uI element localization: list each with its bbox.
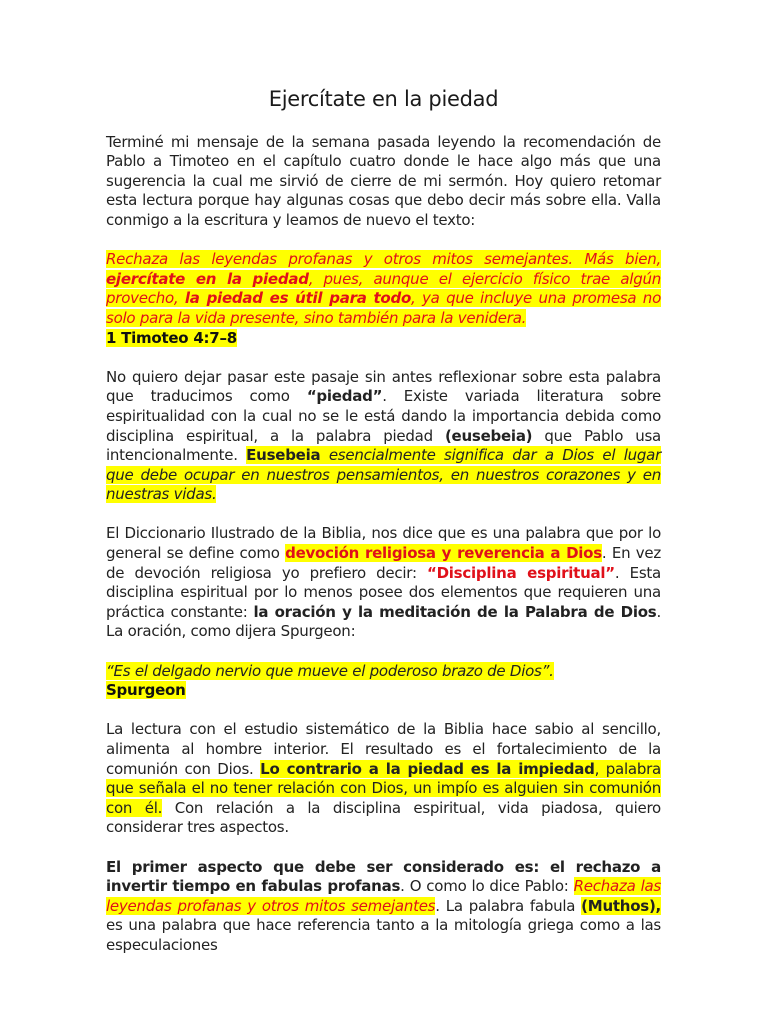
body-text: . O como lo dice Pablo: <box>400 877 574 896</box>
reference-text: 1 Timoteo 4:7–8 <box>106 328 237 347</box>
bold-term: “piedad” <box>306 387 383 406</box>
paragraph-gap <box>106 838 661 858</box>
scripture-reference <box>106 329 661 349</box>
body-text: Con relación a la disciplina espiritual, vida piadosa, quiero considerar tres aspectos. <box>106 798 661 837</box>
highlighted-text: , palabra que señala el no tener relación con Dios, un impío es alguien sin comunión con él. <box>106 759 661 817</box>
body-text: . En vez de devoción religiosa yo prefiero decir: <box>106 544 661 582</box>
body-text: . Esta disciplina espiritual por lo menos posee dos elementos que requieren una práctica constante: <box>106 563 661 621</box>
paragraph-gap <box>106 348 661 368</box>
bold-term: (eusebeia) <box>444 426 533 445</box>
quote-text: “Es el delgado nervio que mueve el poderoso brazo de Dios”. <box>106 661 554 680</box>
quote-text: , pues, aunque el ejercicio físico trae algún provecho, <box>106 269 661 308</box>
reference-text: Spurgeon <box>106 681 186 700</box>
bold-term: la oración y la meditación de la Palabra de Dios <box>253 602 657 621</box>
body-text: es una palabra que hace referencia tanto a la mitología griega como a las especulaciones <box>106 916 661 954</box>
quote-text: , ya que incluye una promesa no solo para la vida presente, sino también para la venidera. <box>106 289 661 327</box>
paragraph-lectura <box>106 720 661 838</box>
quote-text: Rechaza las leyendas profanas y otros mitos semejantes <box>106 877 661 915</box>
spurgeon-reference <box>106 681 661 701</box>
red-term: “Disciplina espiritual” <box>426 563 615 582</box>
quote-emphasis: la piedad es útil para todo <box>184 289 412 308</box>
scripture-quote <box>106 250 661 328</box>
highlighted-term: Lo contrario a la piedad es la impiedad <box>260 759 595 778</box>
bold-term: El primer aspecto que debe ser considerado es: el rechazo a invertir tiempo en fabulas profanas <box>106 857 661 896</box>
highlighted-term: Eusebeia <box>246 446 321 465</box>
paragraph-intro: Terminé mi mensaje de la semana pasada leyendo la recomendación de Pablo a Timoteo en el capítulo cuatro donde le hace algo más que una sugerencia la cual me sirvió de cierre de mi sermón. Hoy quiero retomar esta lectura porque hay algunas cosas que debo decir más sobre ella. Valla conmigo a la escritura y leamos de nuevo el texto: <box>106 132 661 229</box>
highlighted-term: (Muthos), <box>581 896 662 915</box>
paragraph-piedad <box>106 368 661 505</box>
paragraph-gap <box>106 505 661 525</box>
paragraph-primer-aspecto <box>106 858 661 956</box>
highlighted-text: esencialmente significa dar a Dios el lugar que debe ocupar en nuestros pensamientos, en nuestros corazones y en nuestras vidas. <box>106 446 661 504</box>
body-text: . Existe variada literatura sobre espiritualidad con la cual no se le está dando la importancia debida como disciplina espiritual, a la palabra piedad <box>106 387 661 445</box>
document-title: Ejercítate en la piedad <box>268 87 499 111</box>
document-page <box>106 87 662 956</box>
highlighted-term: devoción religiosa y reverencia a Dios <box>285 544 602 563</box>
paragraph-gap <box>106 231 661 251</box>
paragraph-diccionario <box>106 524 661 642</box>
paragraph-gap <box>106 642 661 662</box>
body-text: . La palabra fabula <box>435 896 582 915</box>
body-text: No quiero dejar pasar este pasaje sin antes reflexionar sobre esta palabra que traducimos como <box>106 367 661 406</box>
body-text: que Pablo usa intencionalmente. <box>106 426 661 465</box>
quote-text: Rechaza las leyendas profanas y otros mitos semejantes. Más bien, <box>106 250 661 269</box>
body-text: . La oración, como dijera Spurgeon: <box>106 602 661 641</box>
spurgeon-quote <box>106 662 661 682</box>
body-text: La lectura con el estudio sistemático de la Biblia hace sabio al sencillo, alimenta al hombre interior. El resultado es el fortalecimiento de la comunión con Dios. <box>106 720 661 778</box>
body-text: El Diccionario Ilustrado de la Biblia, nos dice que es una palabra que por lo general se define como <box>106 524 661 563</box>
paragraph-gap <box>106 701 661 721</box>
quote-emphasis: ejercítate en la piedad <box>106 269 309 288</box>
